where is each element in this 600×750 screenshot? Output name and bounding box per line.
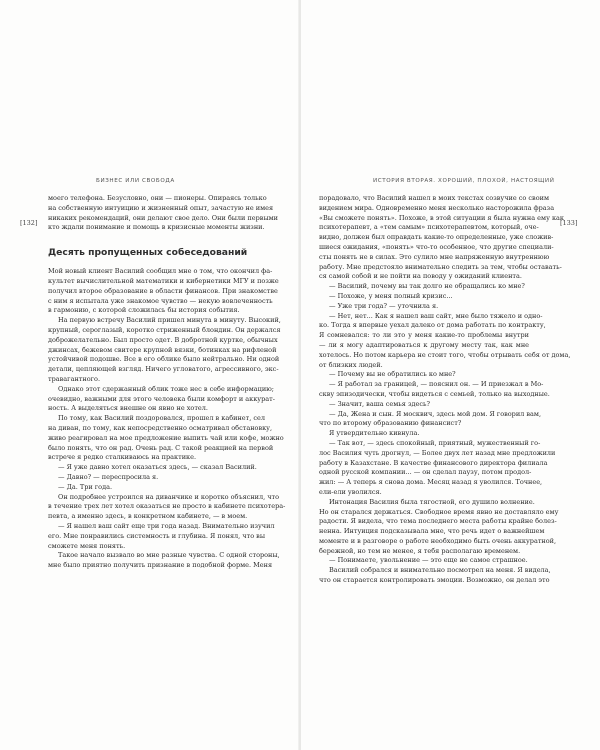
text-line: никаких рекомендаций, они делают свое дело. Они были первыми xyxy=(48,213,279,222)
text-line: По тому, как Василий поздоровался, прошел в кабинет, сел xyxy=(58,414,265,423)
text-line: ность. А выделяться внешне он явно не хотел. xyxy=(48,404,208,413)
text-line: Василий собрался и внимательно посмотрел на меня. Я видела, xyxy=(329,566,551,575)
text-line: лос Василия чуть дрогнул, — Более двух лет назад мне предложили xyxy=(319,448,556,457)
text-line: было понять, что он рад. Очень рад. С такой реакцией на первой xyxy=(48,443,274,452)
text-line: — Почему вы не обратились ко мне? xyxy=(329,370,456,379)
text-line: Однако этот сдержанный облик тоже нес в себе информацию; xyxy=(58,384,274,393)
running-head: БИЗНЕС ИЛИ СВОБОДА xyxy=(96,178,175,184)
text-line: — Да. Три года. xyxy=(58,482,113,491)
text-line: — Давно? — переспросила я. xyxy=(58,472,159,481)
text-line: крупный, сероглазый, коротко стриженный блондин. Он держался xyxy=(48,325,281,334)
text-line: психотерапевт, а «тем самым» психотерапевтом, который, оче- xyxy=(319,223,539,232)
running-head: ИСТОРИЯ ВТОРАЯ. ХОРОШИЙ, ПЛОХОЙ, НАСТОЯЩИЙ xyxy=(373,178,555,184)
text-line: — Я работал за границей, — пояснил он. — И приезжал в Мо- xyxy=(329,380,544,389)
text-line: его. Мне понравились системность и глубина. Я понял, что вы xyxy=(48,531,266,540)
text-line: — Так вот, — здесь спокойный, приятный, мужественный го- xyxy=(329,438,541,447)
page-number: [133] xyxy=(560,219,578,227)
text-line: травагантного. xyxy=(48,374,101,383)
text-line: порадовало, что Василий нашел в моих текстах созвучие со своим xyxy=(319,194,550,202)
left-page xyxy=(0,0,299,750)
text-line: шиеся ожидания, «понять» что-то особенное, что другие специали- xyxy=(319,242,554,251)
text-line: от близких людей. xyxy=(319,360,383,369)
paragraph-group xyxy=(48,194,279,233)
text-line: что он старается контролировать эмоции. Возможно, он делал это xyxy=(319,576,550,585)
text-line: получил второе образование в области финансов. При знакомстве xyxy=(48,286,278,295)
text-line: мне было приятно получить признание в подобной форме. Меня xyxy=(48,561,273,570)
text-line: моменте и в разговоре о работе необходимо быть очень аккуратной, xyxy=(319,536,557,545)
text-line: на собственную интуицию и жизненный опыт, зачастую не имея xyxy=(48,203,274,212)
section-heading: Десять пропущенных собеседований xyxy=(48,247,248,259)
text-line: — Нет, нет... Как я нашел ваш сайт, мне было тяжело и одно- xyxy=(329,311,543,320)
text-line: видением мира. Одновременно меня несколько насторожила фраза xyxy=(319,203,555,212)
text-line: джинсах, бежевом свитере крупной вязки, ботинках на рифленой xyxy=(48,345,277,354)
text-line: певта, а именно здесь, в конкретном кабинете, — в моем. xyxy=(48,512,248,521)
paragraph-group xyxy=(48,267,286,571)
text-line: жил: — А теперь я снова дома. Месяц назад я уволился. Точнее, xyxy=(319,478,543,487)
text-line: Я сомневался: то ли это у меня какие-то проблемы внутри xyxy=(319,331,529,340)
text-line: хотелось. Но потом карьера не стоит того, чтобы отрывать себя от дома, xyxy=(319,350,571,359)
text-line: видно, должен был оправдать какие-то определенные, уже сложив- xyxy=(319,233,554,242)
body-text xyxy=(48,194,286,571)
text-line: ненна. Интуиция подсказывала мне, что речь идет о важнейшем xyxy=(319,527,545,536)
text-line: что по второму образованию финансист? xyxy=(319,419,462,428)
text-line: кто ждали понимание и помощь в кризисные моменты жизни. xyxy=(48,223,265,232)
text-line: ели-ели уволился. xyxy=(319,487,382,496)
text-line: живо реагировал на мое предложение выпить чай или кофе, можно xyxy=(48,433,284,442)
text-line: — ли я могу адаптироваться к другому месту так, как мне xyxy=(319,340,529,349)
text-line: детали, цепляющей взгляд. Ничего угловатого, агрессивного, экс- xyxy=(48,365,279,374)
page-number: [132] xyxy=(20,219,38,227)
text-line: — Значит, ваша семья здесь? xyxy=(329,399,431,408)
text-line: на диван, по тому, как непосредственно осматривал обстановку, xyxy=(48,423,273,432)
text-line: Интонация Василия была тягостной, его душило волнение. xyxy=(329,497,535,506)
text-line: с ним я испытала уже знакомое чувство — некую вовлеченность xyxy=(48,296,273,305)
text-line: Я утвердительно кивнула. xyxy=(329,429,420,438)
text-line: встрече я редко сталкиваюсь на практике. xyxy=(48,453,197,462)
text-line: ся самой собой и не пойти на поводу у ожиданий клиента. xyxy=(319,272,522,281)
text-line: «Вы сможете понять». Похоже, в этой ситуации я была нужна ему как xyxy=(319,213,564,222)
right-page xyxy=(301,0,600,750)
text-line: в гармонию, с которой сложилась бы история события. xyxy=(48,306,240,315)
text-line: ко. Тогда я впервые уехал далеко от дома работать по контракту, xyxy=(319,321,546,330)
text-line: моего телефона. Безусловно, они — пионеры. Опираясь только xyxy=(48,194,267,202)
text-line: сможете меня понять. xyxy=(48,541,126,550)
text-line: работу в Казахстане. В качестве финансового директора филиала xyxy=(319,458,548,467)
text-line: бережной, но тем не менее, я тебя располагаю временем. xyxy=(319,546,521,555)
text-line: — Уже три года? — уточнила я. xyxy=(329,301,439,310)
text-line: — Понимаете, увольнение — это еще не самое страшное. xyxy=(329,556,528,565)
text-line: — Я нашел ваш сайт еще три года назад. Внимательно изучил xyxy=(58,521,275,530)
text-line: одной русской компании... — он сделал паузу, потом продол- xyxy=(319,468,532,477)
text-line: — Да, Жена и сын. Я москвич, здесь мой дом. Я говорил вам, xyxy=(329,409,542,418)
text-line: Но он старался держаться. Свободное время явно не доставляло ему xyxy=(319,507,559,516)
text-line: в течение трех лет хотел оказаться не просто в кабинете психотера- xyxy=(48,502,286,511)
text-line: культет вычислительной математики и кибернетики МГУ и позже xyxy=(48,276,279,285)
text-line: — Похоже, у меня полный кризис... xyxy=(329,291,453,300)
text-line: Такое начало вызвало во мне разные чувства. С одной стороны, xyxy=(58,551,280,560)
text-line: работу. Мне предстояло внимательно следить за тем, чтобы оставать- xyxy=(319,262,562,271)
text-line: Он подробнее устроился на диванчике и коротко объяснил, что xyxy=(58,492,280,501)
text-line: радости. Я видела, что тема последнего места работы крайне болез- xyxy=(319,517,557,526)
text-line: устойчивой подошве. Все в его облике было нейтрально. Ни одной xyxy=(48,355,280,364)
text-line: — Я уже давно хотел оказаться здесь, — сказал Василий. xyxy=(58,463,257,472)
text-line: На первую встречу Василий пришел минута в минуту. Высокий, xyxy=(58,316,281,325)
text-line: скву эпизодически, чтобы видеться с семьей, только на выходные. xyxy=(319,389,550,398)
text-line: сты понять не в силах. Это сулило мне напряженную внутреннюю xyxy=(319,252,550,261)
text-line: доброжелательно. Был просто одет. В добротной куртке, обычных xyxy=(48,335,278,344)
text-line: Мой новый клиент Василий сообщил мне о том, что окончил фа- xyxy=(48,267,273,276)
text-line: — Василий, почему вы так долго не обращались ко мне? xyxy=(329,282,525,291)
text-line: очевидно, важными для этого человека были комфорт и аккурат- xyxy=(48,394,275,403)
